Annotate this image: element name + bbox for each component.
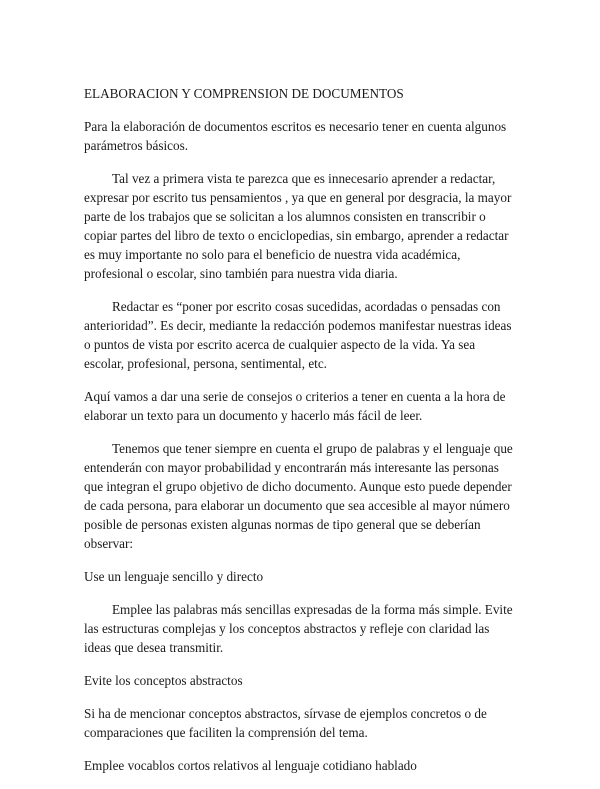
section-heading-lenguaje-sencillo: Use un lenguaje sencillo y directo xyxy=(84,569,264,584)
section-heading-vocablos-cortos: Emplee vocablos cortos relativos al lenguaje cotidiano hablado xyxy=(84,758,417,773)
paragraph-redactar-importancia: Tal vez a primera vista te parezca que es innecesario aprender a redactar, expresar por escrito tus pensamientos , ya que en general por desgracia, la mayor parte de los trabajos que se solicitan a los alumnos consisten en transcribir o copiar partes del libro de texto o enciclopedias, sin embargo, aprender a redactar es muy importante no solo para el beneficio de nuestra vida académica, profesional o escolar, sino también para nuestra vida diaria. xyxy=(84,171,512,281)
paragraph-ejemplos-concretos: Si ha de mencionar conceptos abstractos, sírvase de ejemplos concretos o de comparaciones que faciliten la comprensión del tema. xyxy=(84,706,487,740)
document-title: ELABORACION Y COMPRENSION DE DOCUMENTOS xyxy=(84,86,404,101)
paragraph-definicion-redactar: Redactar es “poner por escrito cosas sucedidas, acordadas o pensadas con anterioridad”. Es decir, mediante la redacción podemos manifestar nuestras ideas o puntos de vista por escrito acerca de cualquier aspecto de la vida. Ya sea escolar, profesional, persona, sentimental, etc. xyxy=(84,299,512,371)
paragraph-grupo-objetivo: Tenemos que tener siempre en cuenta el grupo de palabras y el lenguaje que entenderán con mayor probabilidad y encontrarán más interesante las personas que integran el grupo objetivo de dicho documento. Aunque esto puede depender de cada persona, para elaborar un documento que sea accesible al mayor número posible de personas existen algunas normas de tipo general que se deberían observar: xyxy=(84,441,513,551)
section-heading-conceptos-abstractos: Evite los conceptos abstractos xyxy=(84,673,243,688)
document-body xyxy=(84,84,516,789)
paragraph-consejos: Aquí vamos a dar una serie de consejos o criterios a tener en cuenta a la hora de elaborar un texto para un documento y hacerlo más fácil de leer. xyxy=(84,389,506,423)
paragraph-palabras-sencillas: Emplee las palabras más sencillas expresadas de la forma más simple. Evite las estructuras complejas y los conceptos abstractos y refleje con claridad las ideas que desea transmitir. xyxy=(84,602,513,655)
paragraph-intro: Para la elaboración de documentos escritos es necesario tener en cuenta algunos parámetros básicos. xyxy=(84,119,507,153)
